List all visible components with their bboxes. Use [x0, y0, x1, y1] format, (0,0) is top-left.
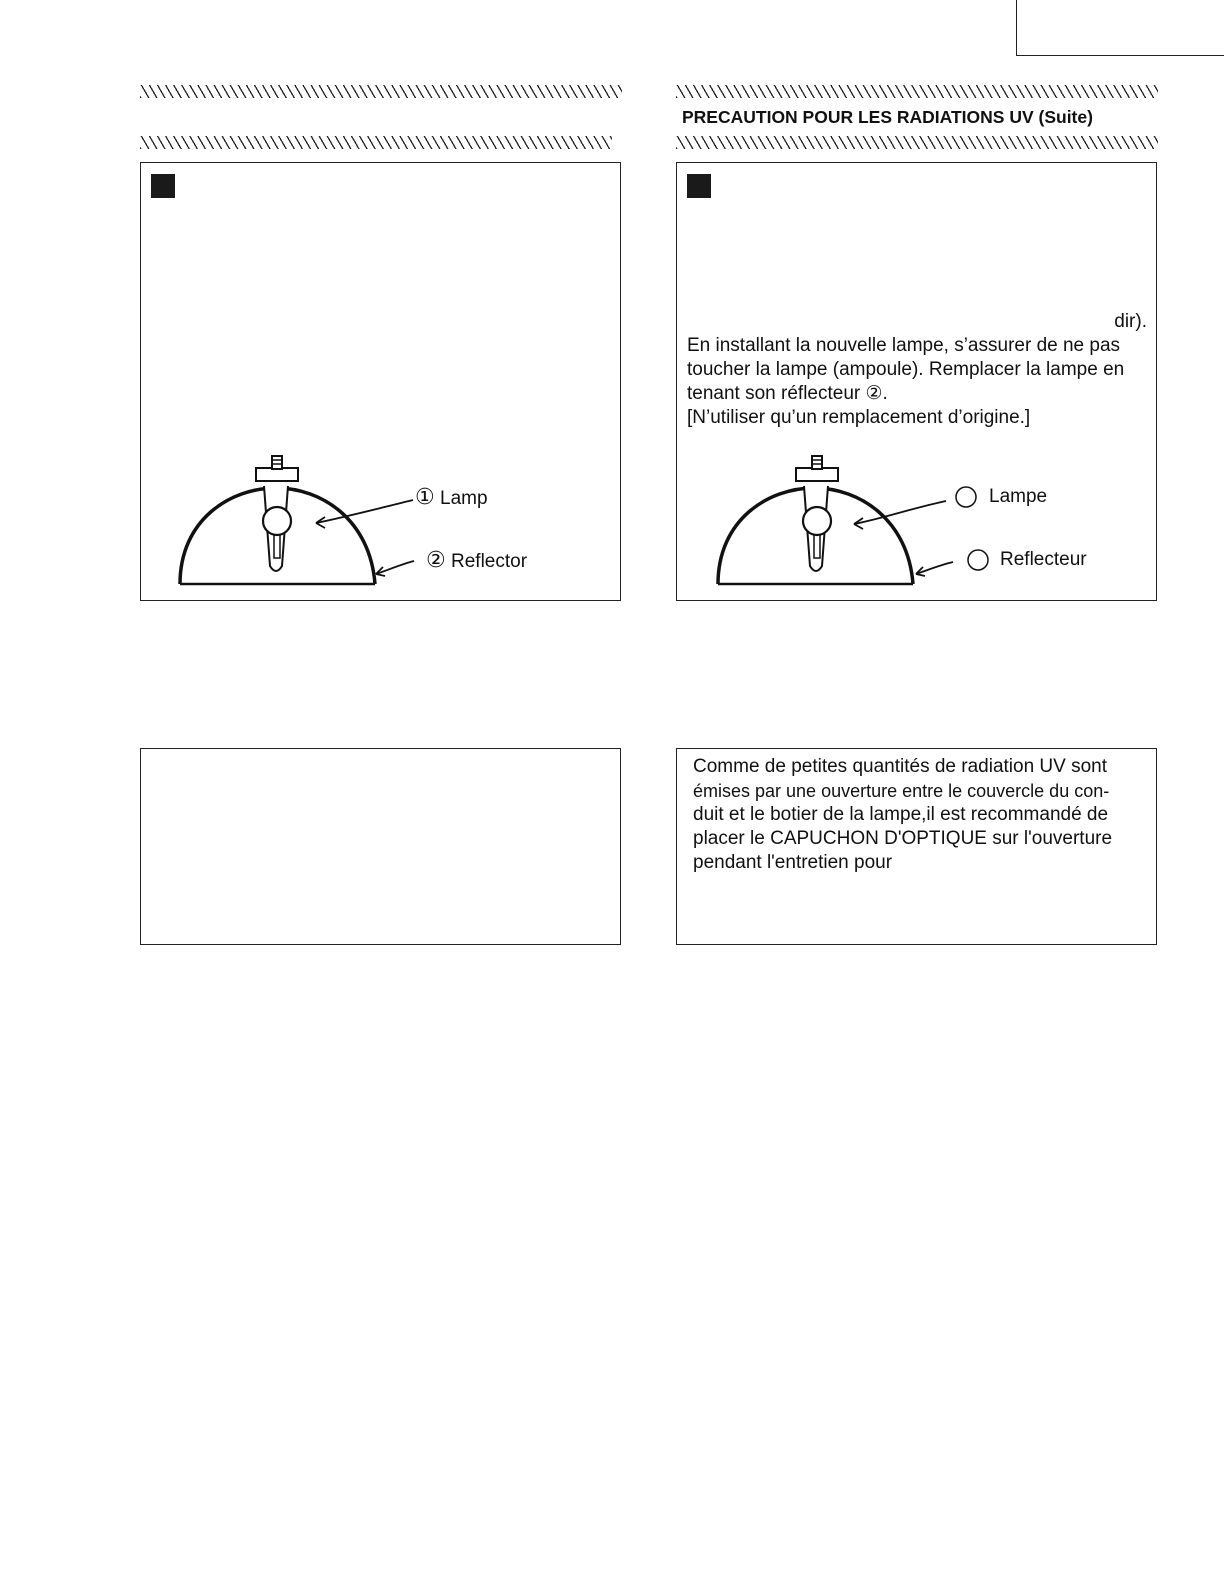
instruction-line: En installant la nouvelle lampe, s’assurer de ne pas — [687, 335, 1121, 356]
lamp-reflector-diagram-en — [170, 450, 560, 600]
callout-reflector — [426, 547, 527, 573]
instruction-line: tenant son réflecteur ②. — [687, 383, 888, 404]
callout-lamp-label: Lamp — [440, 488, 488, 509]
callout-reflecteur-label: Reflecteur — [1000, 549, 1087, 570]
callout-lampe-label: Lampe — [989, 486, 1048, 507]
instructions-text-fr — [687, 310, 1147, 430]
page-title: PRECAUTION POUR LES RADIATIONS UV (Suite) — [682, 107, 1093, 127]
callout-lamp — [415, 484, 488, 510]
instruction-line: toucher la lampe (ampoule). Remplacer la lampe en — [687, 359, 1125, 380]
uv-note-line: placer le CAPUCHON D'OPTIQUE sur l'ouverture — [693, 828, 1113, 849]
lamp-reflector-diagram-fr — [708, 450, 1098, 600]
left-header-hatch-top — [140, 85, 622, 98]
page-number-tab — [1016, 0, 1224, 56]
left-header-hatch-bottom — [140, 136, 612, 149]
uv-note-panel-fr — [676, 748, 1157, 945]
callout-lamp-number: ① — [415, 484, 435, 509]
uv-note-line: duit et le botier de la lampe,il est recommandé de — [693, 804, 1109, 825]
right-header-hatch-top — [676, 85, 1158, 98]
uv-note-line: émises par une ouverture entre le couvercle du con- — [693, 781, 1110, 801]
uv-note-line: Comme de petites quantités de radiation UV sont — [693, 756, 1108, 777]
instruction-line: [N’utiliser qu’un remplacement d’origine.] — [687, 407, 1031, 428]
uv-note-panel-en — [140, 748, 621, 945]
section-marker-square — [151, 174, 175, 198]
section-marker-square — [687, 174, 711, 198]
uv-note-text-fr — [693, 755, 1145, 875]
instruction-line: dir). — [1114, 311, 1147, 332]
uv-note-line: pendant l'entretien pour — [693, 852, 893, 873]
callout-reflector-number: ② — [426, 547, 446, 572]
callout-reflector-label: Reflector — [451, 551, 528, 572]
right-header-hatch-bottom — [676, 136, 1158, 149]
